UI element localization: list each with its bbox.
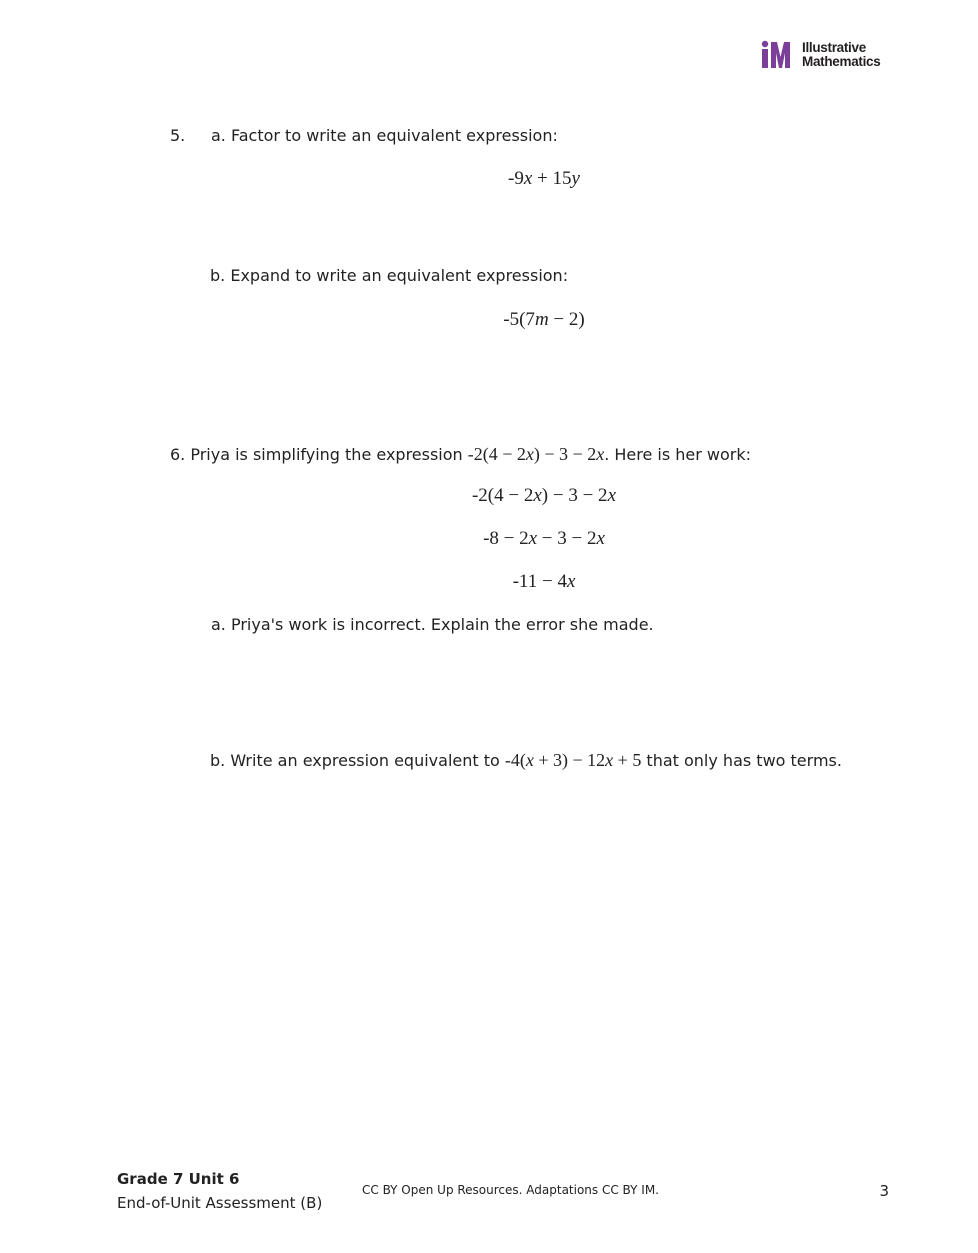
math-part: -9 xyxy=(508,168,524,189)
page-number: 3 xyxy=(879,1182,889,1200)
logo-line-1: Illustrative xyxy=(802,40,866,55)
math-var: x xyxy=(528,528,538,549)
question-5b-expression xyxy=(0,309,978,331)
math-var: x xyxy=(596,528,605,549)
question-5a-prompt: a. Factor to write an equivalent expression: xyxy=(211,126,558,145)
math-var: x xyxy=(523,168,533,189)
logo-wordmark xyxy=(802,41,880,69)
math-part: + 5 xyxy=(613,750,642,770)
math-part: -4( xyxy=(504,750,526,770)
math-part: ) − 3 − 2 xyxy=(533,444,597,464)
footer-title: Grade 7 Unit 6 xyxy=(117,1170,240,1188)
math-part: -2(4 − 2 xyxy=(467,444,526,464)
math-var: x xyxy=(525,444,534,464)
math-part: − 3 − 2 xyxy=(537,528,597,549)
math-part: -11 − 4 xyxy=(512,571,567,592)
math-part: + 15 xyxy=(532,168,572,189)
prompt-text: b. Write an expression equivalent to xyxy=(210,751,505,770)
math-var: x xyxy=(566,571,576,592)
math-part: + 3) − 12 xyxy=(533,750,606,770)
footer-subtitle: End-of-Unit Assessment (B) xyxy=(117,1194,323,1212)
math-var: x xyxy=(605,750,614,770)
intro-expression xyxy=(468,444,604,464)
intro-text: . Here is her work: xyxy=(604,445,752,464)
prompt-text: that only has two terms. xyxy=(641,751,842,770)
math-var: x xyxy=(596,444,605,464)
work-line-3 xyxy=(0,571,978,593)
math-part: − 2) xyxy=(548,309,585,330)
math-part: -5(7 xyxy=(503,309,535,330)
math-var: m xyxy=(534,309,549,330)
question-5-number: 5. xyxy=(170,126,186,145)
math-part: -8 − 2 xyxy=(483,528,529,549)
math-var: x xyxy=(533,485,542,506)
math-var: y xyxy=(571,168,580,189)
math-part: -2(4 − 2 xyxy=(471,485,534,506)
question-6b-expression xyxy=(505,750,641,770)
question-6-intro xyxy=(170,443,751,465)
footer-license: CC BY Open Up Resources. Adaptations CC BY IM. xyxy=(362,1183,659,1197)
im-logo xyxy=(760,40,900,70)
work-line-1 xyxy=(0,485,978,507)
logo-line-2: Mathematics xyxy=(802,54,881,69)
question-6a-prompt: a. Priya's work is incorrect. Explain the error she made. xyxy=(211,615,654,634)
question-5b-prompt: b. Expand to write an equivalent expression: xyxy=(210,266,569,285)
math-var: x xyxy=(525,750,534,770)
work-line-2 xyxy=(0,528,978,550)
question-6b-prompt xyxy=(210,749,842,771)
math-var: x xyxy=(607,485,616,506)
question-5a-expression xyxy=(0,168,978,190)
im-logo-mark-icon xyxy=(760,40,796,70)
intro-text: 6. Priya is simplifying the expression xyxy=(170,445,468,464)
math-part: ) − 3 − 2 xyxy=(541,485,608,506)
